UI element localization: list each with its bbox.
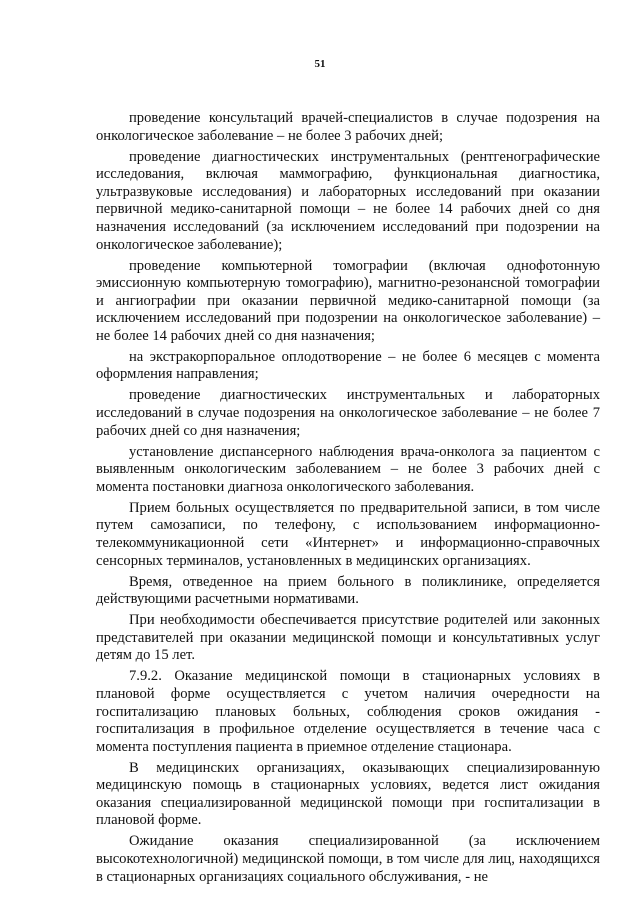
paragraph-diagnostic-instrumental: проведение диагностических инструментальных (рентгенографические исследования, включая маммографию, функциональная диагностика, ультразвуковые исследования) и лабораторных исследований при оказании первичной медико-санитарной помощи – не более 14 рабочих дней со дня назначения исследований (за исключением исследований при подозрении на онкологическое заболевание); [96,148,600,253]
page-number: 51 [314,58,326,70]
paragraph-oncology-diagnostics: проведение диагностических инструментальных и лабораторных исследований в случае подозрения на онкологическое заболевание – не более 7 рабочих дней со дня назначения; [96,387,600,439]
paragraph-computed-tomography: проведение компьютерной томографии (включая однофотонную эмиссионную компьютерную томографию), магнитно-резонансной томографии и ангиографии при оказании первичной медико-санитарной помощи (за исключением исследований при подозрении на онкологическое заболевание) – не более 14 рабочих дней со дня назначения; [96,257,600,344]
paragraph-parents-presence: При необходимости обеспечивается присутствие родителей или законных представителей при оказании медицинской помощи и консультативных услуг детям до 15 лет. [96,612,600,664]
paragraph-ivf: на экстракорпоральное оплодотворение – не более 6 месяцев с момента оформления направления; [96,348,600,383]
paragraph-waiting-list: В медицинских организациях, оказывающих специализированную медицинскую помощь в стационарных условиях, ведется лист ожидания оказания специализированной медицинской помощи при госпитализации в плановой форме. [96,759,600,829]
document-body [96,110,600,890]
paragraph-specialist-consultations: проведение консультаций врачей-специалистов в случае подозрения на онкологическое заболевание – не более 3 рабочих дней; [96,110,600,144]
paragraph-section-7-9-2: 7.9.2. Оказание медицинской помощи в стационарных условиях в плановой форме осуществляется с учетом наличия очередности на госпитализацию плановых больных, соблюдения сроков ожидания - госпитализация в профильное отделение осуществляется в течение часа с момента поступления пациента в приемное отделение стационара. [96,668,600,755]
paragraph-oncologist-observation: установление диспансерного наблюдения врача-онколога за пациентом с выявленным онкологическим заболеванием – не более 3 рабочих дней с момента постановки диагноза онкологического заболевания. [96,443,600,495]
paragraph-appointment-time: Время, отведенное на прием больного в поликлинике, определяется действующими расчетными нормативами. [96,573,600,608]
paragraph-appointment-booking: Прием больных осуществляется по предварительной записи, в том числе путем самозаписи, по телефону, с использованием информационно-телекоммуникационной сети «Интернет» и информационно-справочных сенсорных терминалов, установленных в медицинских организациях. [96,499,600,569]
paragraph-specialized-care-waiting: Ожидание оказания специализированной (за исключением высокотехнологичной) медицинской помощи, в том числе для лиц, находящихся в стационарных организациях социального обслуживания, - не [96,833,600,885]
